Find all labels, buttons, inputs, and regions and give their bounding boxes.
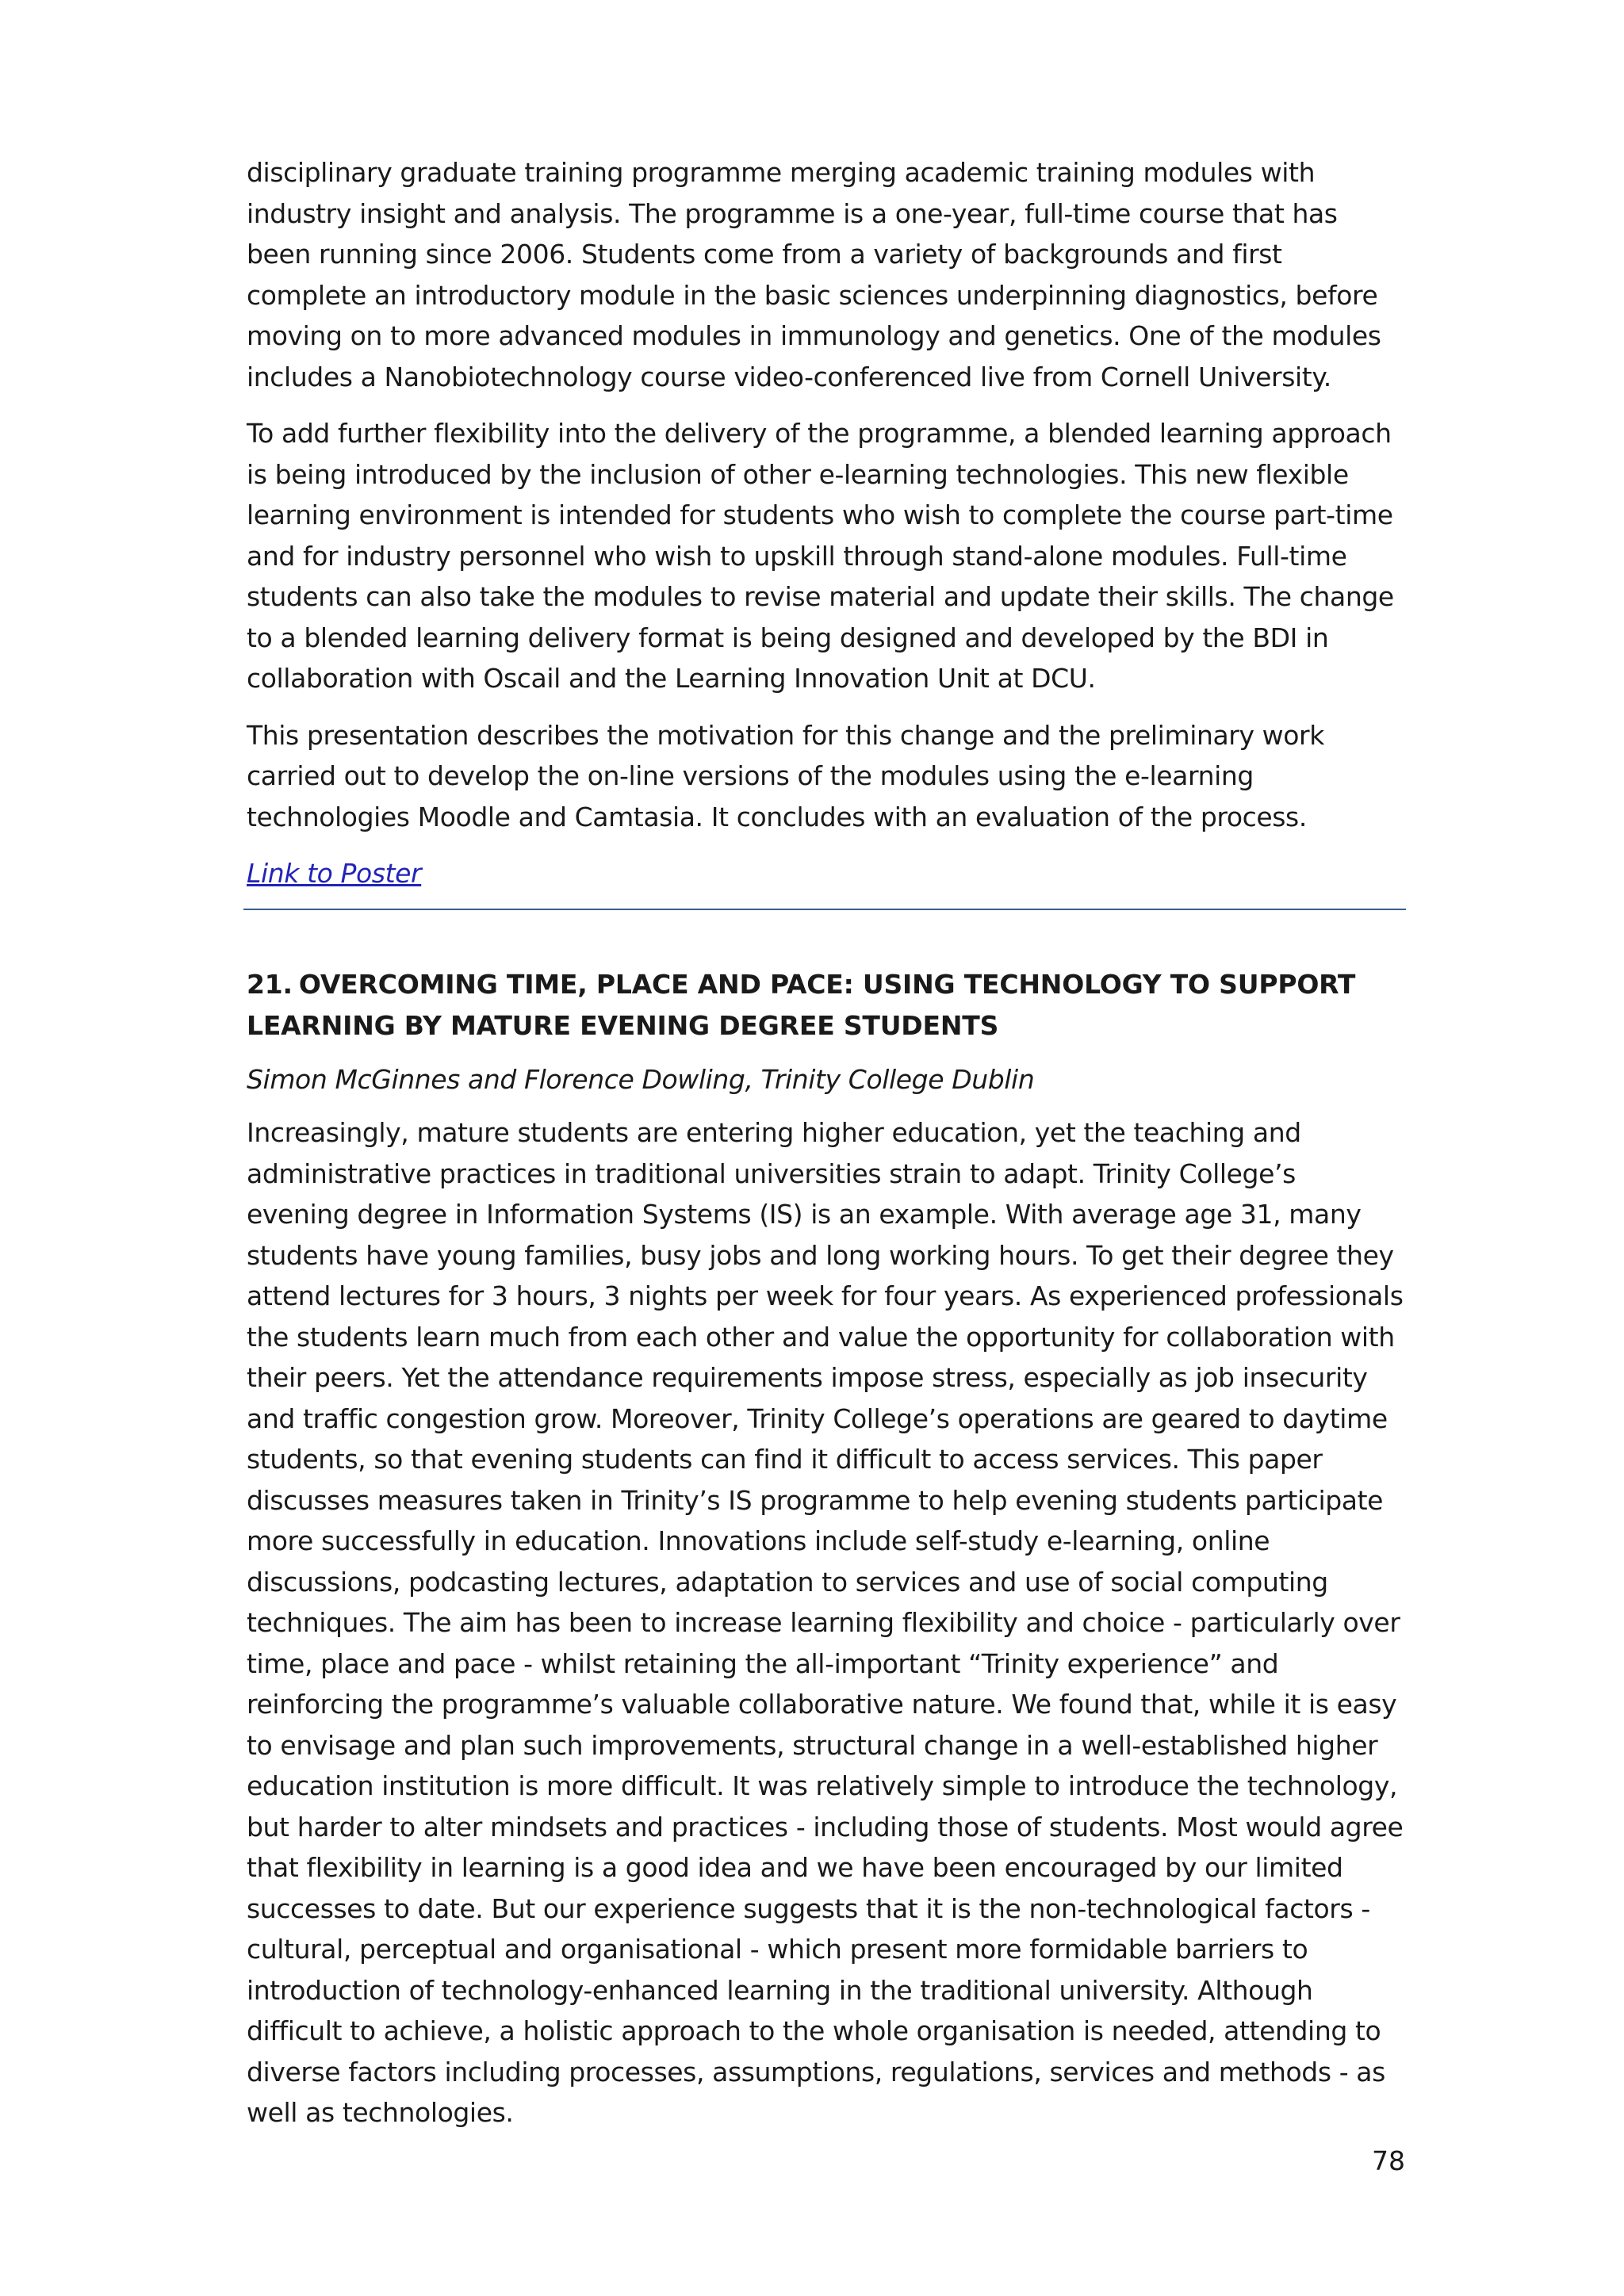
document-page <box>247 152 1406 2149</box>
intro-paragraph-2: To add further flexibility into the delivery of the programme, a blended learning approach is being introduced by the inclusion of other e-learning technologies. This new flexible learning environment is intended for students who wish to complete the course part-time and for industry personnel who wish to upskill through stand-alone modules. Full-time students can also take the modules to revise material and update their skills. The change to a blended learning delivery format is being designed and developed by the BDI in collaboration with Oscail and the Learning Innovation Unit at DCU. <box>247 418 1394 694</box>
section-heading <box>247 964 1406 1047</box>
section-divider <box>243 909 1406 910</box>
section-abstract: Increasingly, mature students are entering higher education, yet the teaching and administrative practices in traditional universities strain to adapt. Trinity College’s evening degree in Information Systems (IS) is an example. With average age 31, many students have young families, busy jobs and long working hours. To get their degree they attend lectures for 3 hours, 3 nights per week for four years. As experienced professionals the students learn much from each other and value the opportunity for collaboration with their peers. Yet the attendance requirements impose stress, especially as job insecurity and traffic congestion grow. Moreover, Trinity College’s operations are geared to daytime students, so that evening students can find it difficult to access services. This paper discusses measures taken in Trinity’s IS programme to help evening students participate more successfully in education. Innovations include self-study e-learning, online discussions, podcasting lectures, adaptation to services and use of social computing techniques. The aim has been to increase learning flexibility and choice - particularly over time, place and pace - whilst retaining the all-important “Trinity experience” and reinforcing the programme’s valuable collaborative nature. We found that, while it is easy to envisage and plan such improvements, structural change in a well-established higher education institution is more difficult. It was relatively simple to introduce the technology, but harder to alter mindsets and practices - including those of students. Most would agree that flexibility in learning is a good idea and we have been encouraged by our limited successes to date. But our experience suggests that it is the non-technological factors - cultural, perceptual and organisational - which present more formidable barriers to introduction of technology-enhanced learning in the traditional university. Although difficult to achieve, a holistic approach to the whole organisation is needed, attending to diverse factors including processes, assumptions, regulations, services and methods - as well as technologies. <box>247 1117 1404 2128</box>
section-title: OVERCOMING TIME, PLACE AND PACE: USING TECHNOLOGY TO SUPPORT LEARNING BY MATURE EVENING DEGREE STUDENTS <box>247 968 1356 1041</box>
poster-link[interactable]: Link to Poster <box>247 858 422 889</box>
intro-paragraph-1: disciplinary graduate training programme merging academic training modules with industry insight and analysis. The programme is a one-year, full-time course that has been running since 2006. Students come from a variety of backgrounds and first complete an introductory module in the basic sciences underpinning diagnostics, before moving on to more advanced modules in immunology and genetics. One of the modules includes a Nanobiotechnology course video-conferenced live from Cornell University. <box>247 157 1381 392</box>
intro-paragraph-3: This presentation describes the motivation for this change and the preliminary work carried out to develop the on-line versions of the modules using the e-learning technologies Moodle and Camtasia. It concludes with an evaluation of the process. <box>247 719 1324 832</box>
page-number: 78 <box>1372 2145 1405 2176</box>
section-number: 21. <box>247 968 293 1000</box>
section-authors: Simon McGinnes and Florence Dowling, Trinity College Dublin <box>247 1063 1035 1095</box>
